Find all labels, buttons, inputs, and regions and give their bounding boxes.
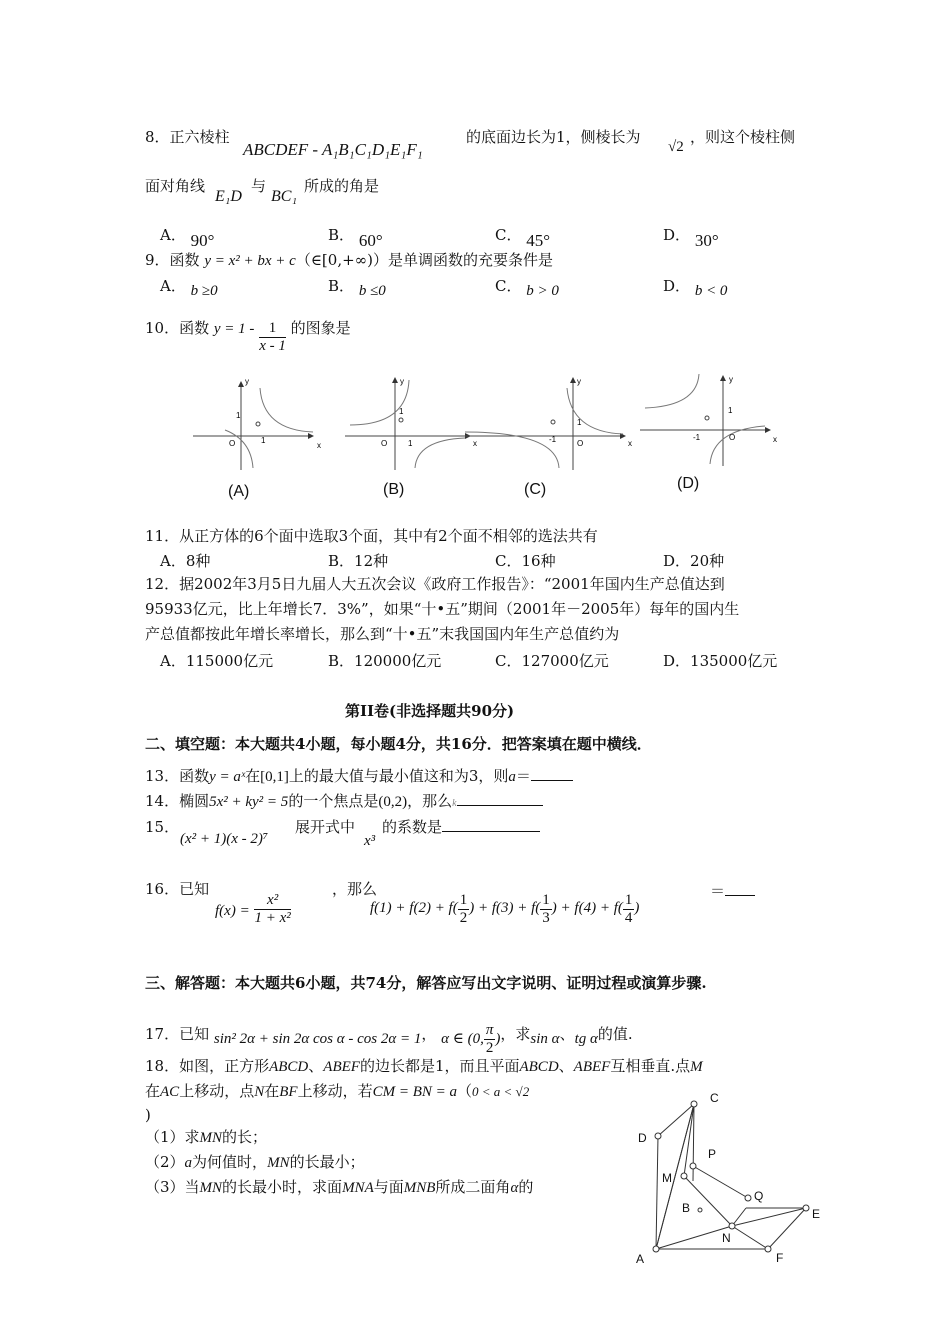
q11-option-d: D．20种 xyxy=(663,552,725,570)
svg-text:y: y xyxy=(400,377,404,386)
q9-option-c: C． b > 0 xyxy=(495,277,559,299)
q8-option-a: A． 90° xyxy=(160,226,215,250)
svg-text:O: O xyxy=(577,439,584,448)
q18-line2: 在AC上移动，点N在BF上移动，若CM = BN = a（0 < a < √2 xyxy=(145,1082,530,1100)
svg-text:x: x xyxy=(317,441,321,450)
svg-text:1: 1 xyxy=(399,407,404,416)
q8-bc1: BC₁ xyxy=(271,188,298,205)
q18-line1: 18．如图，正方形ABCD、ABEF的边长都是1，而且平面ABCD、ABEF互相垂直.点M xyxy=(145,1057,703,1075)
graph-b-label: (B) xyxy=(383,481,405,498)
q10-fraction: $\frac{1}{x - 1}$ xyxy=(259,320,286,354)
q11-option-a: A．8种 xyxy=(160,552,211,570)
section2-header: 二、填空题：本大题共4小题，每小题4分，共16分．把答案填在题中横线． xyxy=(145,735,652,753)
label-q: Q xyxy=(754,1189,764,1203)
svg-text:O: O xyxy=(229,439,236,448)
q8-line1: 8．正六棱柱 xyxy=(145,128,230,146)
q18-figure xyxy=(628,1088,828,1268)
q17-line: 17．已知 sin² 2α + sin 2α cos α - cos 2α = 1， α ∈ (0, $\frac{\pi}{2}$ )，求sin α、tg α的值. xyxy=(145,1022,633,1056)
label-b: B xyxy=(682,1201,691,1215)
label-e: E xyxy=(812,1207,821,1221)
q18-part2: （2）a为何值时，MN的长最小； xyxy=(145,1153,365,1171)
q9-line: 9．函数 y = x² + bx + c（∈[0,+∞)）是单调函数的充要条件是 xyxy=(145,251,554,269)
svg-text:1: 1 xyxy=(728,406,733,415)
graph-d-label: (D) xyxy=(677,475,700,492)
svg-text:x: x xyxy=(773,435,777,444)
label-n: N xyxy=(722,1231,731,1245)
q18-part1: （1）求MN的长； xyxy=(145,1128,268,1146)
q18-part3: （3）当MN的长最小时，求面MNA与面MNB所成二面角α的 xyxy=(145,1178,534,1196)
q8-t4: 面对角线 xyxy=(145,177,206,195)
svg-text:y: y xyxy=(577,377,581,386)
svg-text:O: O xyxy=(729,433,736,442)
svg-text:y: y xyxy=(729,375,733,384)
q8-t6: 所成的角是 xyxy=(304,177,380,195)
label-f: F xyxy=(776,1251,784,1265)
q16-f: f(x) = $\frac{\text{x²}}{\text{1 + x²}}$ xyxy=(215,892,291,926)
q12-option-a: A．115000亿元 xyxy=(160,652,274,670)
q15-num: 15． xyxy=(145,818,180,836)
label-c: C xyxy=(710,1091,719,1105)
q15-t2: 的系数是 xyxy=(382,818,540,836)
label-a: A xyxy=(636,1252,645,1266)
q11-option-c: C．16种 xyxy=(495,552,556,570)
q8-e1d: E₁D xyxy=(215,188,242,205)
q8-option-b: B． 60° xyxy=(328,226,383,250)
q15-expr: (x² + 1)(x - 2)⁷ xyxy=(180,831,269,847)
graph-c-label: (C) xyxy=(524,481,547,498)
svg-text:1: 1 xyxy=(577,418,582,427)
q15-x3: x³ xyxy=(364,833,376,849)
q16-eq: ＝ xyxy=(710,882,755,900)
q16-num: 16．已知 xyxy=(145,880,210,898)
svg-text:x: x xyxy=(473,439,477,448)
q12-line3: 产总值都按此年增长率增长，那么到“十•五”末我国国内年生产总值约为 xyxy=(145,625,620,643)
graph-a-label: (A) xyxy=(228,483,250,500)
svg-text:y: y xyxy=(245,377,249,386)
q12-option-b: B．120000亿元 xyxy=(328,652,442,670)
svg-text:-1: -1 xyxy=(693,433,701,442)
q9-option-a: A． b ≥0 xyxy=(160,277,218,299)
q9-option-d: D． b < 0 xyxy=(663,277,728,299)
svg-text:-1: -1 xyxy=(549,435,557,444)
q8-t2: 的底面边长为1，侧棱长为 xyxy=(466,128,641,146)
q8-t5: 与 xyxy=(251,177,267,195)
graph-d xyxy=(640,374,770,466)
q12-option-d: D．135000亿元 xyxy=(663,652,778,670)
label-d: D xyxy=(638,1131,647,1145)
q11-option-b: B．12种 xyxy=(328,552,389,570)
q8-prism: ABCDEF - A₁B₁C₁D₁E₁F₁ xyxy=(243,140,423,159)
q12-line2: 95933亿元，比上年增长7．3%”，如果“十•五”期间（2001年－2005年）每年的国内生 xyxy=(145,600,740,618)
svg-text:O: O xyxy=(381,439,388,448)
q8-t3: ，则这个棱柱侧 xyxy=(690,128,796,146)
q9-option-b: B． b ≤0 xyxy=(328,277,386,299)
svg-text:1: 1 xyxy=(236,411,241,420)
label-m: M xyxy=(662,1171,672,1185)
q8-sqrt2: √2 xyxy=(668,139,684,155)
graph-b xyxy=(345,378,470,470)
q10-line: 10．函数 y = 1 - $\frac{1}{x - 1}$ 的图象是 xyxy=(145,319,351,354)
section2-title: 第II卷(非选择题共90分) xyxy=(345,702,515,720)
svg-text:1: 1 xyxy=(408,439,413,448)
svg-text:x: x xyxy=(628,439,632,448)
label-p: P xyxy=(708,1147,717,1161)
q10-graphs xyxy=(185,370,785,480)
q12-option-c: C．127000亿元 xyxy=(495,652,609,670)
q18-close: ) xyxy=(145,1106,151,1124)
q16-sum: f(1) + f(2) + f( $\frac{1}{2}$ ) + f(3) + f( $\frac{1}{3}$ ) + f(4) + f( $\frac{1}{4}$ ) xyxy=(370,892,640,926)
q16-t1: ，那么 xyxy=(332,880,378,898)
q14-line: 14．椭圆5x² + ky² = 5的一个焦点是(0,2)，那么k xyxy=(145,792,543,811)
graph-c xyxy=(463,378,625,470)
q8-option-d: D． 30° xyxy=(663,226,719,250)
q15-t1: 展开式中 xyxy=(295,818,356,836)
svg-text:1: 1 xyxy=(261,436,266,445)
section3-header: 三、解答题：本大题共6小题，共74分，解答应写出文字说明、证明过程或演算步骤. xyxy=(145,974,707,992)
q8-option-c: C． 45° xyxy=(495,226,551,250)
graph-a xyxy=(193,382,313,470)
q11-text: 11．从正方体的6个面中选取3个面，其中有2个面不相邻的选法共有 xyxy=(145,527,598,545)
q12-line1: 12．据2002年3月5日九届人大五次会议《政府工作报告》：“2001年国内生产总值达到 xyxy=(145,575,725,593)
q13-line: 13．函数y = aˣ在[0,1]上的最大值与最小值这和为3，则a＝ xyxy=(145,767,573,786)
